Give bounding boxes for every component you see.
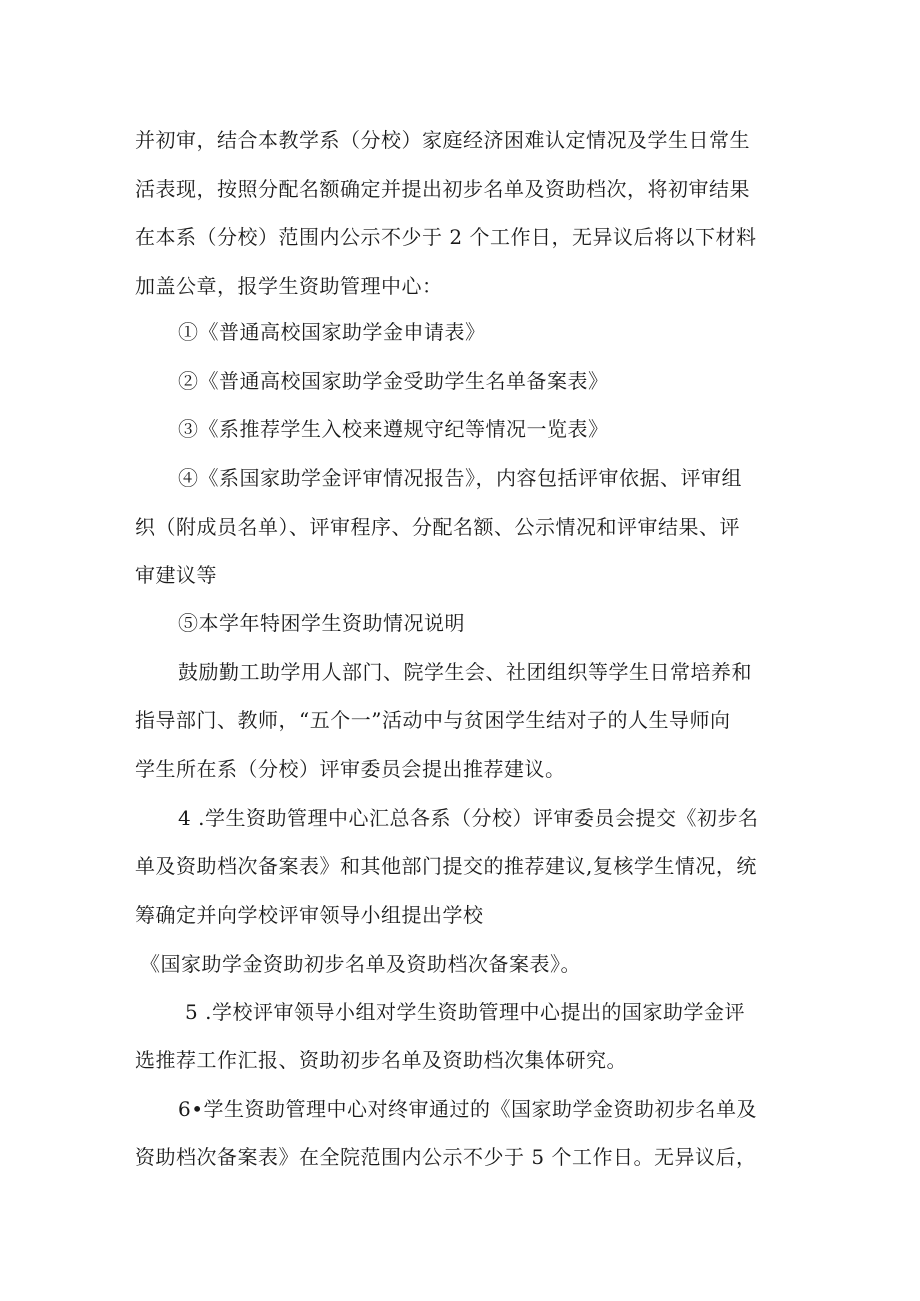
text-line (0, 561, 920, 589)
text-line-content: 鼓励勤工助学用人部门、院学生会、社团组织等学生日常培养和 (178, 660, 752, 684)
text-line (0, 464, 920, 492)
text-line-content: 《国家助学金资助初步名单及资助档次备案表》。 (140, 952, 581, 976)
text-line (0, 950, 920, 978)
text-line-content: ④《系国家助学金评审情况报告》，内容包括评审依据、评审组 (178, 466, 742, 490)
text-line (0, 367, 920, 395)
text-line (0, 126, 920, 154)
text-line (0, 998, 920, 1026)
text-line-content: 单及资助档次备案表》和其他部门提交的推荐建议,复核学生情况，统 (135, 854, 757, 878)
text-line-content: 加盖公章，报学生资助管理中心： (135, 274, 443, 298)
text-line (0, 1143, 920, 1171)
text-line (0, 901, 920, 929)
text-line (0, 175, 920, 203)
text-line-content: 织（附成员名单）、评审程序、分配名额、公示情况和评审结果、评 (135, 515, 740, 539)
text-line-content: 5 .学校评审领导小组对学生资助管理中心提出的国家助学金评 (185, 1000, 745, 1024)
text-line (0, 609, 920, 637)
text-line (0, 1095, 920, 1123)
text-line-content: 指导部门、教师，“五个一”活动中与贫困学生结对子的人生导师向 (135, 708, 731, 732)
text-line-content: ②《普通高校国家助学金受助学生名单备案表》 (178, 369, 609, 393)
text-line-content: 资助档次备案表》在全院范围内公示不少于 5 个工作日。无异议后， (135, 1145, 757, 1169)
text-line-content: 学生所在系（分校）评审委员会提出推荐建议。 (135, 757, 566, 781)
text-line (0, 658, 920, 686)
text-line (0, 272, 920, 300)
text-line (0, 1046, 920, 1074)
text-line-content: ③《系推荐学生入校来遵规守纪等情况一览表》 (178, 417, 609, 441)
text-line-content: 在本系（分校）范围内公示不少于 2 个工作日，无异议后将以下材料 (135, 225, 757, 249)
text-line-content: ①《普通高校国家助学金申请表》 (178, 320, 486, 344)
text-line (0, 804, 920, 832)
text-line-content: 6•学生资助管理中心对终审通过的《国家助学金资助初步名单及 (178, 1097, 758, 1121)
text-line-content: 审建议等 (135, 563, 217, 587)
text-line-content: 并初审，结合本教学系（分校）家庭经济困难认定情况及学生日常生 (135, 128, 750, 152)
text-line (0, 706, 920, 734)
text-line-content: 筹确定并向学校评审领导小组提出学校 (135, 903, 484, 927)
text-line (0, 223, 920, 251)
text-line (0, 755, 920, 783)
text-line (0, 318, 920, 346)
text-line-content: 选推荐工作汇报、资助初步名单及资助档次集体研究。 (135, 1048, 627, 1072)
text-line-content: 4 .学生资助管理中心汇总各系（分校）评审委员会提交《初步名 (178, 806, 759, 830)
text-line (0, 513, 920, 541)
text-line (0, 415, 920, 443)
text-line-content: 活表现，按照分配名额确定并提出初步名单及资助档次，将初审结果 (135, 177, 750, 201)
text-line-content: ⑤本学年特困学生资助情况说明 (178, 611, 465, 635)
text-line (0, 852, 920, 880)
